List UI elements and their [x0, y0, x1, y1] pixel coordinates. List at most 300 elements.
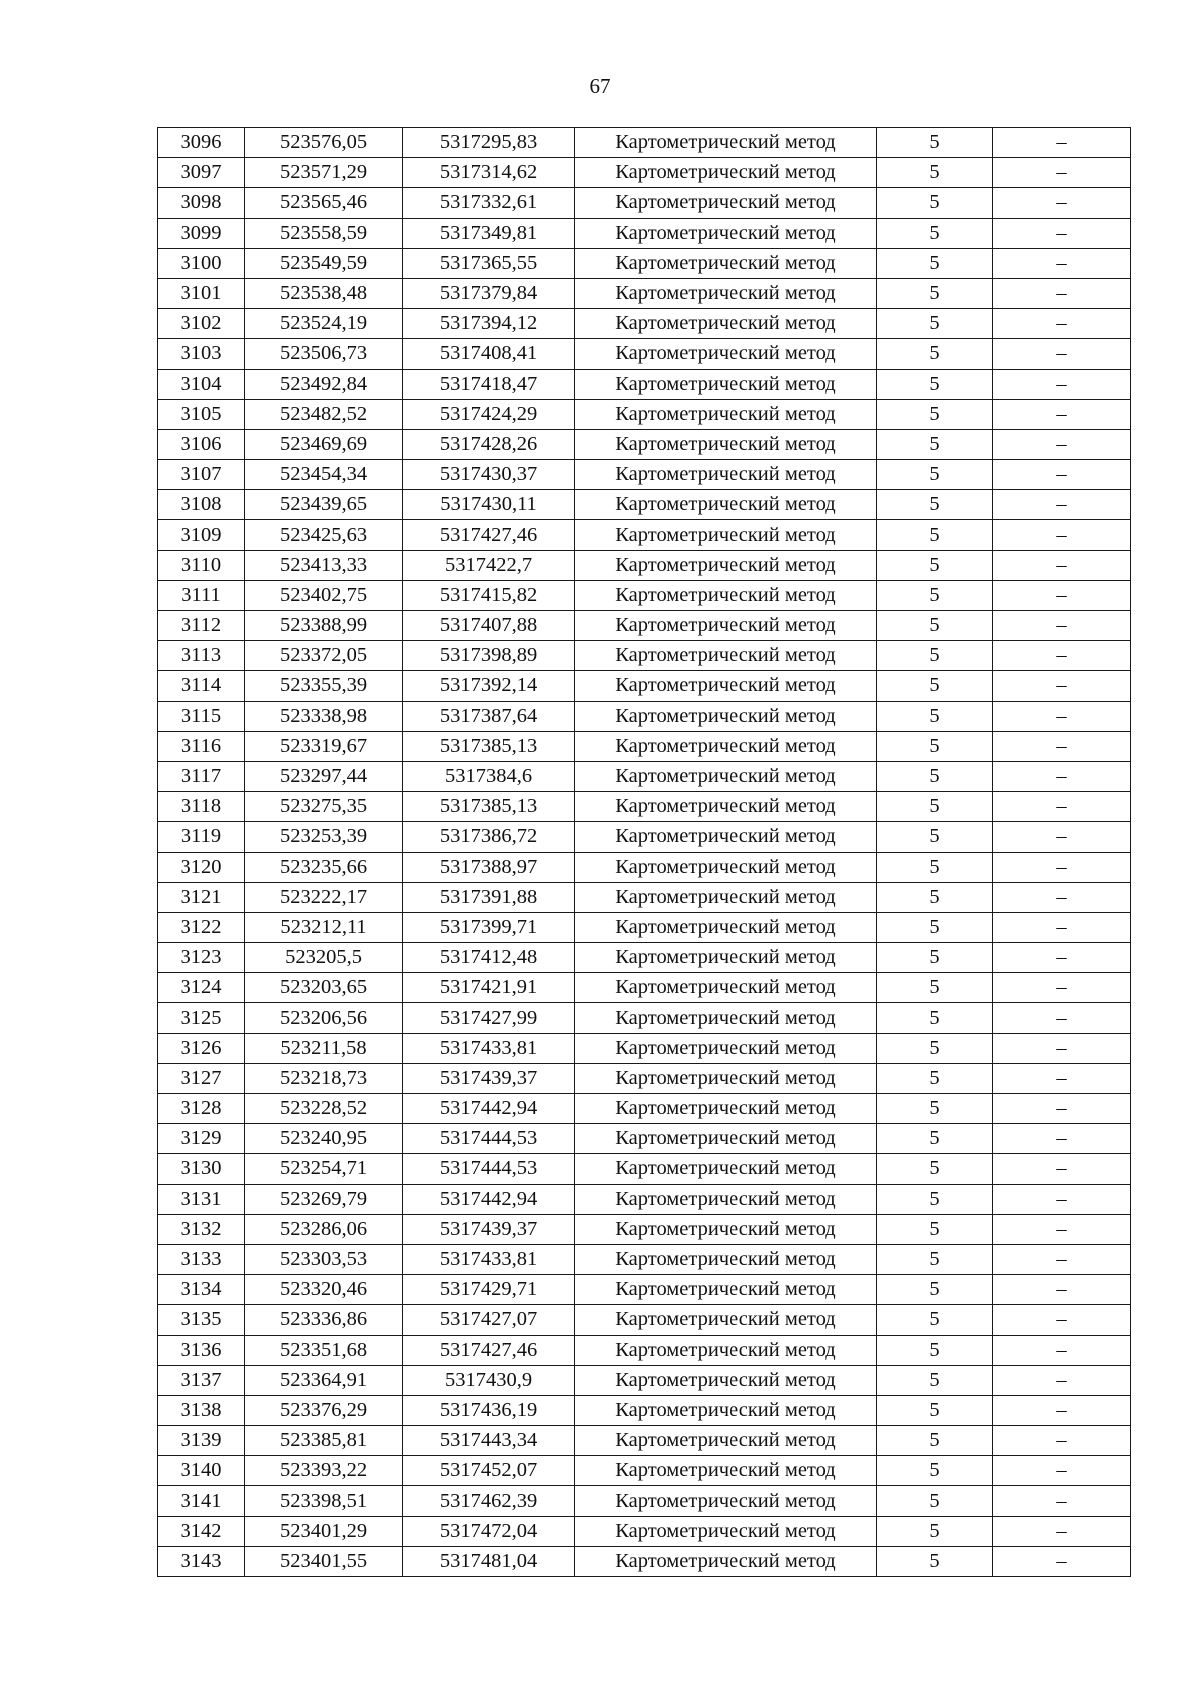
- y-coordinate-cell: 5317429,71: [403, 1275, 575, 1305]
- x-coordinate-cell: 523228,52: [245, 1094, 403, 1124]
- table-row: [158, 1335, 1131, 1365]
- point-number-cell: 3128: [158, 1094, 245, 1124]
- accuracy-cell: 5: [877, 128, 993, 158]
- x-coordinate-cell: 523320,46: [245, 1275, 403, 1305]
- description-cell: –: [993, 731, 1131, 761]
- point-number-cell: 3108: [158, 490, 245, 520]
- description-cell: –: [993, 520, 1131, 550]
- x-coordinate-cell: 523253,39: [245, 822, 403, 852]
- y-coordinate-cell: 5317314,62: [403, 158, 575, 188]
- y-coordinate-cell: 5317387,64: [403, 701, 575, 731]
- x-coordinate-cell: 523439,65: [245, 490, 403, 520]
- y-coordinate-cell: 5317442,94: [403, 1184, 575, 1214]
- point-number-cell: 3099: [158, 218, 245, 248]
- x-coordinate-cell: 523235,66: [245, 852, 403, 882]
- accuracy-cell: 5: [877, 520, 993, 550]
- table-row: [158, 822, 1131, 852]
- point-number-cell: 3114: [158, 671, 245, 701]
- table-row: [158, 550, 1131, 580]
- point-number-cell: 3117: [158, 761, 245, 791]
- point-number-cell: 3107: [158, 460, 245, 490]
- table-row: [158, 1244, 1131, 1274]
- table-row: [158, 339, 1131, 369]
- y-coordinate-cell: 5317427,46: [403, 1335, 575, 1365]
- y-coordinate-cell: 5317430,9: [403, 1365, 575, 1395]
- description-cell: –: [993, 460, 1131, 490]
- table-row: [158, 369, 1131, 399]
- y-coordinate-cell: 5317443,34: [403, 1426, 575, 1456]
- description-cell: –: [993, 973, 1131, 1003]
- y-coordinate-cell: 5317439,37: [403, 1214, 575, 1244]
- point-number-cell: 3143: [158, 1546, 245, 1576]
- method-cell: Картометрический метод: [575, 761, 877, 791]
- method-cell: Картометрический метод: [575, 218, 877, 248]
- table-row: [158, 1456, 1131, 1486]
- point-number-cell: 3118: [158, 792, 245, 822]
- accuracy-cell: 5: [877, 882, 993, 912]
- accuracy-cell: 5: [877, 1516, 993, 1546]
- y-coordinate-cell: 5317436,19: [403, 1395, 575, 1425]
- table-row: [158, 188, 1131, 218]
- x-coordinate-cell: 523205,5: [245, 943, 403, 973]
- description-cell: –: [993, 822, 1131, 852]
- method-cell: Картометрический метод: [575, 1214, 877, 1244]
- method-cell: Картометрический метод: [575, 943, 877, 973]
- x-coordinate-cell: 523469,69: [245, 429, 403, 459]
- method-cell: Картометрический метод: [575, 1244, 877, 1274]
- point-number-cell: 3097: [158, 158, 245, 188]
- accuracy-cell: 5: [877, 490, 993, 520]
- method-cell: Картометрический метод: [575, 731, 877, 761]
- point-number-cell: 3140: [158, 1456, 245, 1486]
- page-number: 67: [589, 74, 611, 98]
- method-cell: Картометрический метод: [575, 1003, 877, 1033]
- description-cell: –: [993, 1456, 1131, 1486]
- description-cell: –: [993, 701, 1131, 731]
- method-cell: Картометрический метод: [575, 912, 877, 942]
- description-cell: –: [993, 1184, 1131, 1214]
- description-cell: –: [993, 1305, 1131, 1335]
- accuracy-cell: 5: [877, 550, 993, 580]
- x-coordinate-cell: 523240,95: [245, 1124, 403, 1154]
- x-coordinate-cell: 523351,68: [245, 1335, 403, 1365]
- point-number-cell: 3112: [158, 611, 245, 641]
- accuracy-cell: 5: [877, 580, 993, 610]
- method-cell: Картометрический метод: [575, 158, 877, 188]
- y-coordinate-cell: 5317384,6: [403, 761, 575, 791]
- point-number-cell: 3113: [158, 641, 245, 671]
- point-number-cell: 3142: [158, 1516, 245, 1546]
- y-coordinate-cell: 5317412,48: [403, 943, 575, 973]
- table-row: [158, 943, 1131, 973]
- table-row: [158, 218, 1131, 248]
- accuracy-cell: 5: [877, 1365, 993, 1395]
- y-coordinate-cell: 5317385,13: [403, 731, 575, 761]
- description-cell: –: [993, 1003, 1131, 1033]
- description-cell: –: [993, 1365, 1131, 1395]
- point-number-cell: 3098: [158, 188, 245, 218]
- description-cell: –: [993, 218, 1131, 248]
- point-number-cell: 3133: [158, 1244, 245, 1274]
- method-cell: Картометрический метод: [575, 490, 877, 520]
- table-row: [158, 429, 1131, 459]
- y-coordinate-cell: 5317388,97: [403, 852, 575, 882]
- accuracy-cell: 5: [877, 1003, 993, 1033]
- description-cell: –: [993, 339, 1131, 369]
- x-coordinate-cell: 523206,56: [245, 1003, 403, 1033]
- table-row: [158, 1003, 1131, 1033]
- description-cell: –: [993, 1154, 1131, 1184]
- description-cell: –: [993, 943, 1131, 973]
- x-coordinate-cell: 523393,22: [245, 1456, 403, 1486]
- accuracy-cell: 5: [877, 1395, 993, 1425]
- table-row: [158, 611, 1131, 641]
- table-row: [158, 852, 1131, 882]
- point-number-cell: 3111: [158, 580, 245, 610]
- method-cell: Картометрический метод: [575, 1395, 877, 1425]
- x-coordinate-cell: 523372,05: [245, 641, 403, 671]
- y-coordinate-cell: 5317444,53: [403, 1124, 575, 1154]
- table-row: [158, 460, 1131, 490]
- accuracy-cell: 5: [877, 309, 993, 339]
- y-coordinate-cell: 5317462,39: [403, 1486, 575, 1516]
- table-row: [158, 580, 1131, 610]
- x-coordinate-cell: 523413,33: [245, 550, 403, 580]
- method-cell: Картометрический метод: [575, 429, 877, 459]
- description-cell: –: [993, 641, 1131, 671]
- y-coordinate-cell: 5317415,82: [403, 580, 575, 610]
- description-cell: –: [993, 1516, 1131, 1546]
- y-coordinate-cell: 5317418,47: [403, 369, 575, 399]
- coordinates-table: [157, 127, 1131, 1577]
- accuracy-cell: 5: [877, 943, 993, 973]
- y-coordinate-cell: 5317472,04: [403, 1516, 575, 1546]
- point-number-cell: 3141: [158, 1486, 245, 1516]
- description-cell: –: [993, 671, 1131, 701]
- method-cell: Картометрический метод: [575, 1275, 877, 1305]
- description-cell: –: [993, 278, 1131, 308]
- x-coordinate-cell: 523355,39: [245, 671, 403, 701]
- method-cell: Картометрический метод: [575, 550, 877, 580]
- table-row: [158, 520, 1131, 550]
- table-row: [158, 248, 1131, 278]
- method-cell: Картометрический метод: [575, 671, 877, 701]
- description-cell: –: [993, 1335, 1131, 1365]
- table-row: [158, 1214, 1131, 1244]
- point-number-cell: 3101: [158, 278, 245, 308]
- x-coordinate-cell: 523218,73: [245, 1063, 403, 1093]
- y-coordinate-cell: 5317427,99: [403, 1003, 575, 1033]
- method-cell: Картометрический метод: [575, 1063, 877, 1093]
- y-coordinate-cell: 5317430,37: [403, 460, 575, 490]
- method-cell: Картометрический метод: [575, 1033, 877, 1063]
- point-number-cell: 3116: [158, 731, 245, 761]
- table-row: [158, 1124, 1131, 1154]
- description-cell: –: [993, 1094, 1131, 1124]
- x-coordinate-cell: 523565,46: [245, 188, 403, 218]
- table-row: [158, 278, 1131, 308]
- y-coordinate-cell: 5317379,84: [403, 278, 575, 308]
- table-row: [158, 1426, 1131, 1456]
- accuracy-cell: 5: [877, 1456, 993, 1486]
- description-cell: –: [993, 580, 1131, 610]
- point-number-cell: 3127: [158, 1063, 245, 1093]
- point-number-cell: 3129: [158, 1124, 245, 1154]
- x-coordinate-cell: 523401,29: [245, 1516, 403, 1546]
- x-coordinate-cell: 523454,34: [245, 460, 403, 490]
- method-cell: Картометрический метод: [575, 1516, 877, 1546]
- x-coordinate-cell: 523524,19: [245, 309, 403, 339]
- method-cell: Картометрический метод: [575, 369, 877, 399]
- accuracy-cell: 5: [877, 912, 993, 942]
- table-row: [158, 1033, 1131, 1063]
- method-cell: Картометрический метод: [575, 1184, 877, 1214]
- description-cell: –: [993, 158, 1131, 188]
- accuracy-cell: 5: [877, 1275, 993, 1305]
- point-number-cell: 3106: [158, 429, 245, 459]
- accuracy-cell: 5: [877, 852, 993, 882]
- accuracy-cell: 5: [877, 1486, 993, 1516]
- description-cell: –: [993, 882, 1131, 912]
- x-coordinate-cell: 523211,58: [245, 1033, 403, 1063]
- accuracy-cell: 5: [877, 731, 993, 761]
- y-coordinate-cell: 5317349,81: [403, 218, 575, 248]
- y-coordinate-cell: 5317408,41: [403, 339, 575, 369]
- table-row: [158, 1305, 1131, 1335]
- y-coordinate-cell: 5317430,11: [403, 490, 575, 520]
- x-coordinate-cell: 523506,73: [245, 339, 403, 369]
- point-number-cell: 3137: [158, 1365, 245, 1395]
- table-row: [158, 1546, 1131, 1576]
- description-cell: –: [993, 399, 1131, 429]
- accuracy-cell: 5: [877, 1033, 993, 1063]
- y-coordinate-cell: 5317407,88: [403, 611, 575, 641]
- table-row: [158, 973, 1131, 1003]
- y-coordinate-cell: 5317444,53: [403, 1154, 575, 1184]
- y-coordinate-cell: 5317422,7: [403, 550, 575, 580]
- description-cell: –: [993, 1033, 1131, 1063]
- y-coordinate-cell: 5317433,81: [403, 1033, 575, 1063]
- table-row: [158, 1094, 1131, 1124]
- y-coordinate-cell: 5317427,07: [403, 1305, 575, 1335]
- table-row: [158, 671, 1131, 701]
- accuracy-cell: 5: [877, 339, 993, 369]
- method-cell: Картометрический метод: [575, 611, 877, 641]
- coordinates-table-body: [158, 128, 1131, 1577]
- x-coordinate-cell: 523571,29: [245, 158, 403, 188]
- accuracy-cell: 5: [877, 1335, 993, 1365]
- point-number-cell: 3135: [158, 1305, 245, 1335]
- y-coordinate-cell: 5317391,88: [403, 882, 575, 912]
- point-number-cell: 3134: [158, 1275, 245, 1305]
- table-row: [158, 1063, 1131, 1093]
- x-coordinate-cell: 523402,75: [245, 580, 403, 610]
- table-row: [158, 1365, 1131, 1395]
- y-coordinate-cell: 5317421,91: [403, 973, 575, 1003]
- y-coordinate-cell: 5317394,12: [403, 309, 575, 339]
- point-number-cell: 3131: [158, 1184, 245, 1214]
- x-coordinate-cell: 523558,59: [245, 218, 403, 248]
- method-cell: Картометрический метод: [575, 822, 877, 852]
- x-coordinate-cell: 523319,67: [245, 731, 403, 761]
- accuracy-cell: 5: [877, 1244, 993, 1274]
- method-cell: Картометрический метод: [575, 1335, 877, 1365]
- table-row: [158, 1486, 1131, 1516]
- accuracy-cell: 5: [877, 460, 993, 490]
- point-number-cell: 3123: [158, 943, 245, 973]
- table-row: [158, 701, 1131, 731]
- x-coordinate-cell: 523336,86: [245, 1305, 403, 1335]
- point-number-cell: 3121: [158, 882, 245, 912]
- table-row: [158, 792, 1131, 822]
- x-coordinate-cell: 523254,71: [245, 1154, 403, 1184]
- table-row: [158, 912, 1131, 942]
- point-number-cell: 3125: [158, 1003, 245, 1033]
- method-cell: Картометрический метод: [575, 1546, 877, 1576]
- accuracy-cell: 5: [877, 188, 993, 218]
- point-number-cell: 3100: [158, 248, 245, 278]
- x-coordinate-cell: 523388,99: [245, 611, 403, 641]
- accuracy-cell: 5: [877, 1094, 993, 1124]
- x-coordinate-cell: 523401,55: [245, 1546, 403, 1576]
- x-coordinate-cell: 523212,11: [245, 912, 403, 942]
- method-cell: Картометрический метод: [575, 128, 877, 158]
- accuracy-cell: 5: [877, 1214, 993, 1244]
- x-coordinate-cell: 523286,06: [245, 1214, 403, 1244]
- table-row: [158, 1154, 1131, 1184]
- method-cell: Картометрический метод: [575, 1124, 877, 1154]
- description-cell: –: [993, 128, 1131, 158]
- point-number-cell: 3104: [158, 369, 245, 399]
- table-row: [158, 1395, 1131, 1425]
- x-coordinate-cell: 523398,51: [245, 1486, 403, 1516]
- accuracy-cell: 5: [877, 429, 993, 459]
- method-cell: Картометрический метод: [575, 1456, 877, 1486]
- point-number-cell: 3109: [158, 520, 245, 550]
- x-coordinate-cell: 523297,44: [245, 761, 403, 791]
- method-cell: Картометрический метод: [575, 399, 877, 429]
- description-cell: –: [993, 1275, 1131, 1305]
- point-number-cell: 3120: [158, 852, 245, 882]
- accuracy-cell: 5: [877, 1063, 993, 1093]
- accuracy-cell: 5: [877, 792, 993, 822]
- point-number-cell: 3102: [158, 309, 245, 339]
- y-coordinate-cell: 5317427,46: [403, 520, 575, 550]
- point-number-cell: 3130: [158, 1154, 245, 1184]
- table-row: [158, 490, 1131, 520]
- table-row: [158, 882, 1131, 912]
- method-cell: Картометрический метод: [575, 852, 877, 882]
- method-cell: Картометрический метод: [575, 882, 877, 912]
- point-number-cell: 3103: [158, 339, 245, 369]
- x-coordinate-cell: 523376,29: [245, 1395, 403, 1425]
- x-coordinate-cell: 523203,65: [245, 973, 403, 1003]
- x-coordinate-cell: 523275,35: [245, 792, 403, 822]
- accuracy-cell: 5: [877, 1305, 993, 1335]
- method-cell: Картометрический метод: [575, 1154, 877, 1184]
- method-cell: Картометрический метод: [575, 580, 877, 610]
- accuracy-cell: 5: [877, 701, 993, 731]
- method-cell: Картометрический метод: [575, 701, 877, 731]
- description-cell: –: [993, 1214, 1131, 1244]
- description-cell: –: [993, 792, 1131, 822]
- method-cell: Картометрический метод: [575, 188, 877, 218]
- point-number-cell: 3110: [158, 550, 245, 580]
- accuracy-cell: 5: [877, 973, 993, 1003]
- y-coordinate-cell: 5317481,04: [403, 1546, 575, 1576]
- description-cell: –: [993, 1486, 1131, 1516]
- accuracy-cell: 5: [877, 1154, 993, 1184]
- description-cell: –: [993, 429, 1131, 459]
- accuracy-cell: 5: [877, 1546, 993, 1576]
- accuracy-cell: 5: [877, 218, 993, 248]
- method-cell: Картометрический метод: [575, 641, 877, 671]
- point-number-cell: 3096: [158, 128, 245, 158]
- x-coordinate-cell: 523425,63: [245, 520, 403, 550]
- y-coordinate-cell: 5317392,14: [403, 671, 575, 701]
- description-cell: –: [993, 248, 1131, 278]
- x-coordinate-cell: 523385,81: [245, 1426, 403, 1456]
- table-row: [158, 641, 1131, 671]
- x-coordinate-cell: 523538,48: [245, 278, 403, 308]
- point-number-cell: 3132: [158, 1214, 245, 1244]
- accuracy-cell: 5: [877, 761, 993, 791]
- point-number-cell: 3138: [158, 1395, 245, 1425]
- method-cell: Картометрический метод: [575, 1365, 877, 1395]
- point-number-cell: 3122: [158, 912, 245, 942]
- description-cell: –: [993, 550, 1131, 580]
- x-coordinate-cell: 523338,98: [245, 701, 403, 731]
- accuracy-cell: 5: [877, 1184, 993, 1214]
- description-cell: –: [993, 309, 1131, 339]
- table-row: [158, 399, 1131, 429]
- accuracy-cell: 5: [877, 671, 993, 701]
- description-cell: –: [993, 1244, 1131, 1274]
- method-cell: Картометрический метод: [575, 973, 877, 1003]
- accuracy-cell: 5: [877, 822, 993, 852]
- y-coordinate-cell: 5317295,83: [403, 128, 575, 158]
- description-cell: –: [993, 611, 1131, 641]
- y-coordinate-cell: 5317433,81: [403, 1244, 575, 1274]
- method-cell: Картометрический метод: [575, 1486, 877, 1516]
- table-row: [158, 1184, 1131, 1214]
- point-number-cell: 3139: [158, 1426, 245, 1456]
- description-cell: –: [993, 188, 1131, 218]
- description-cell: –: [993, 369, 1131, 399]
- accuracy-cell: 5: [877, 399, 993, 429]
- method-cell: Картометрический метод: [575, 460, 877, 490]
- x-coordinate-cell: 523222,17: [245, 882, 403, 912]
- description-cell: –: [993, 1395, 1131, 1425]
- point-number-cell: 3124: [158, 973, 245, 1003]
- y-coordinate-cell: 5317365,55: [403, 248, 575, 278]
- table-row: [158, 1516, 1131, 1546]
- method-cell: Картометрический метод: [575, 1426, 877, 1456]
- y-coordinate-cell: 5317332,61: [403, 188, 575, 218]
- description-cell: –: [993, 1063, 1131, 1093]
- table-row: [158, 309, 1131, 339]
- method-cell: Картометрический метод: [575, 248, 877, 278]
- accuracy-cell: 5: [877, 1124, 993, 1154]
- point-number-cell: 3105: [158, 399, 245, 429]
- x-coordinate-cell: 523269,79: [245, 1184, 403, 1214]
- method-cell: Картометрический метод: [575, 309, 877, 339]
- y-coordinate-cell: 5317452,07: [403, 1456, 575, 1486]
- point-number-cell: 3119: [158, 822, 245, 852]
- x-coordinate-cell: 523576,05: [245, 128, 403, 158]
- y-coordinate-cell: 5317399,71: [403, 912, 575, 942]
- description-cell: –: [993, 761, 1131, 791]
